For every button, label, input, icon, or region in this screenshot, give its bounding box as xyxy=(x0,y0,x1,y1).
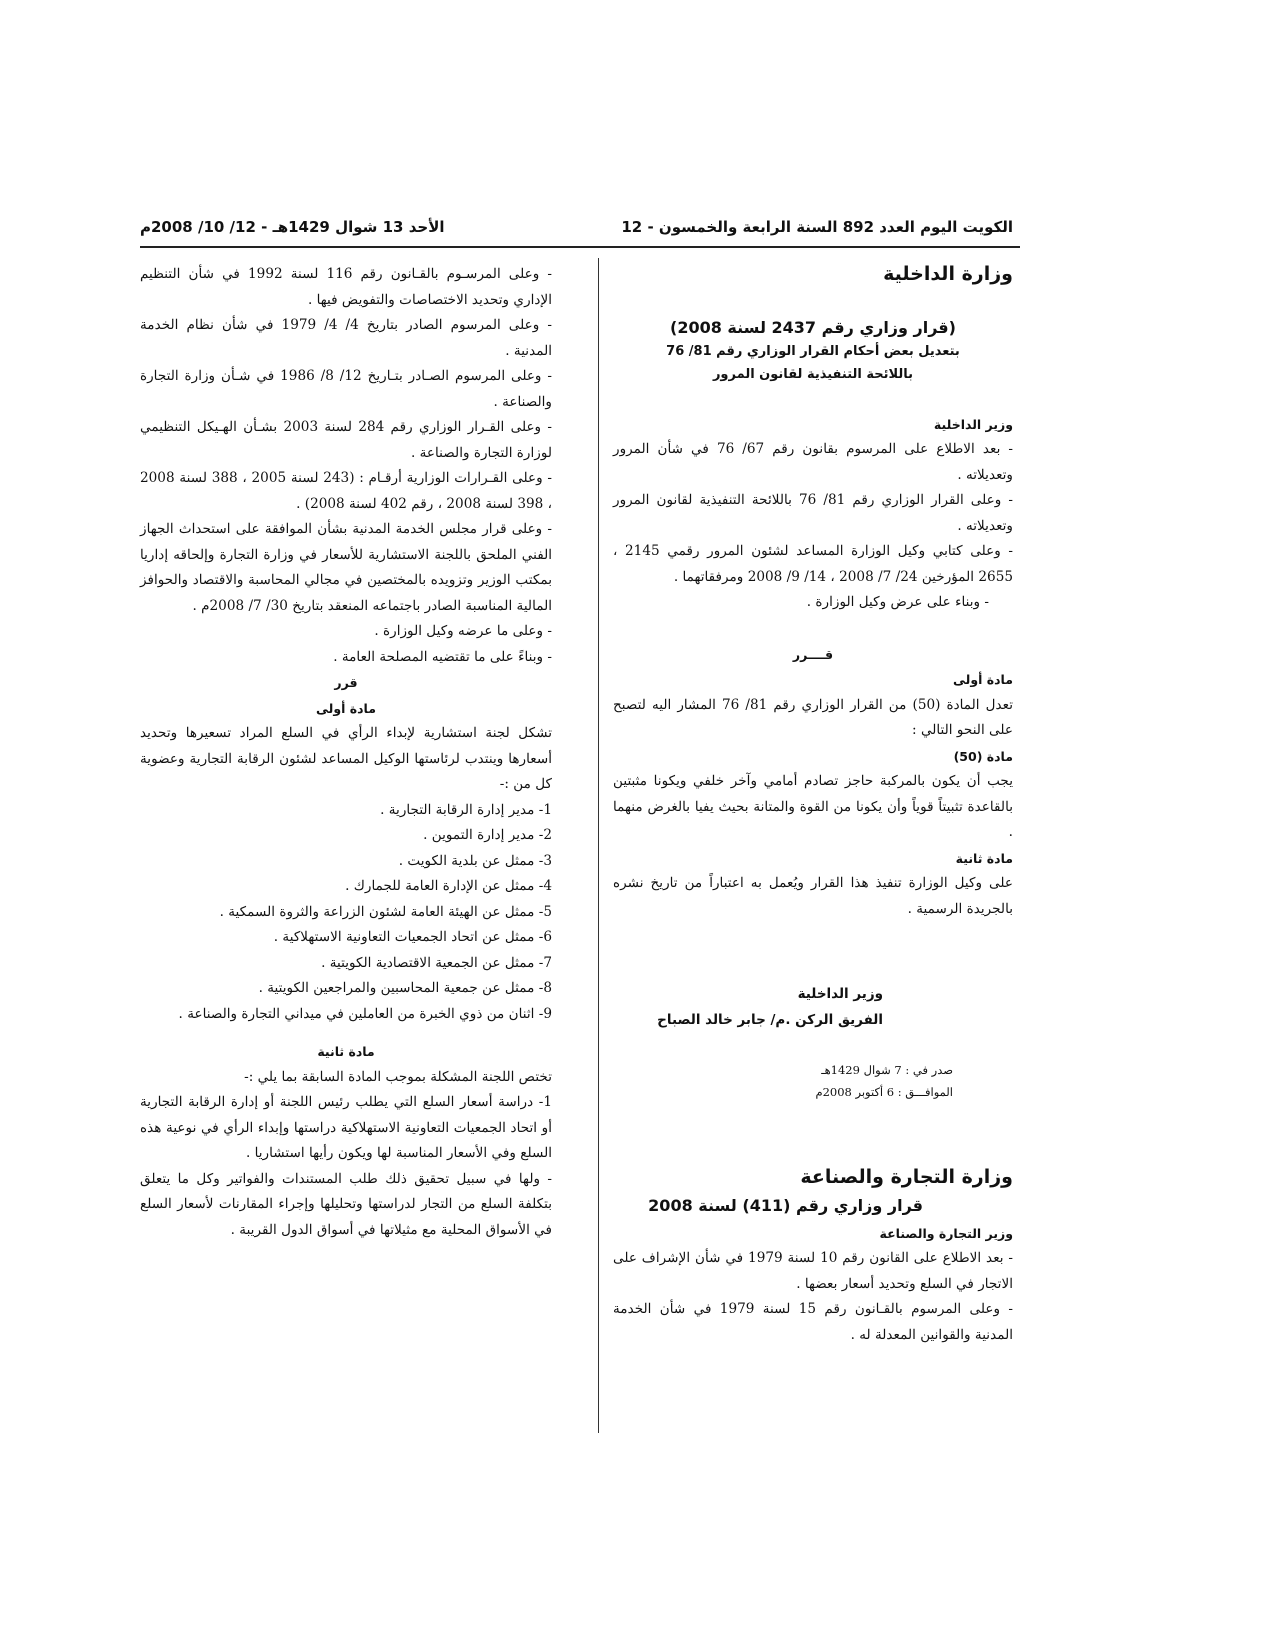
interior-article1-text: تعدل المادة (50) من القرار الوزاري رقم 81/ 76 المشار اليه لتصبح على النحو التالي : xyxy=(613,696,1014,738)
commerce-article2-intro: تختص اللجنة المشكلة بموجب المادة السابقة بما يلي :- xyxy=(244,1068,552,1085)
header-rule xyxy=(140,246,1020,248)
interior-signature-name: الفريق الركن .م/ جابر خالد الصباح xyxy=(657,1011,883,1028)
commerce-preamble-4: - وعلى المرسوم الصادر بتاريخ 4/ 4/ 1979 في شأن نظام الخدمة المدنية . xyxy=(140,317,552,359)
commerce-article1-heading: مادة أولى xyxy=(316,700,376,716)
header-issue-info: الكويت اليوم العدد 892 السنة الرابعة والخمسون - 12 xyxy=(621,218,1013,236)
committee-member-8: 8- ممثل عن جمعية المحاسبين والمراجعين الكويتية . xyxy=(258,980,552,996)
commerce-decree-title: قرار وزاري رقم (411) لسنة 2008 xyxy=(648,1195,923,1215)
interior-decides: قــــرر xyxy=(792,646,834,662)
commerce-preamble-6: - وعلى القـرار الوزاري رقم 284 لسنة 2003 بشـأن الهـيكل التنظيمي لوزارة التجارة والصناعة . xyxy=(140,419,552,461)
commerce-preamble-3: - وعلى المرسـوم بالقـانون رقم 116 لسنة 1992 في شأن التنظيم الإداري وتحديد الاختصاصات والتفويض فيها . xyxy=(140,266,552,308)
committee-member-2: 2- مدير إدارة التموين . xyxy=(423,827,552,843)
commerce-preamble-9: - وعلى ما عرضه وكيل الوزارة . xyxy=(374,623,552,639)
column-divider xyxy=(598,258,599,1433)
interior-corresponding-date: الموافـــق : 6 أكتوبر 2008م xyxy=(815,1085,953,1099)
interior-ministry-heading: وزارة الداخلية xyxy=(883,263,1013,285)
committee-member-9: 9- اثنان من ذوي الخبرة من العاملين في ميداني التجارة والصناعة . xyxy=(178,1005,552,1022)
interior-preamble-3: - وعلى كتابي وكيل الوزارة المساعد لشئون المرور رقمي 2145 ، 2655 المؤرخين 24/ 7/ 2008 ، 14/ 9/ 2008 ومرفقاتهما . xyxy=(613,543,1013,585)
interior-article50-heading: مادة (50) xyxy=(953,748,1013,764)
interior-preamble-2: - وعلى القرار الوزاري رقم 81/ 76 باللائحة التنفيذية لقانون المرور وتعديلاته . xyxy=(613,492,1013,534)
right-column xyxy=(613,262,1013,1348)
interior-issued-date: صدر في : 7 شوال 1429هـ xyxy=(821,1063,953,1077)
interior-article2-text: على وكيل الوزارة تنفيذ هذا القرار ويُعمل به اعتباراً من تاريخ نشره بالجريدة الرسمية . xyxy=(613,875,1013,917)
committee-member-3: 3- ممثل عن بلدية الكويت . xyxy=(398,852,552,869)
header-date: الأحد 13 شوال 1429هـ - 12/ 10/ 2008م xyxy=(140,218,445,236)
committee-member-1: 1- مدير إدارة الرقابة التجارية . xyxy=(380,801,552,818)
committee-member-4: 4- ممثل عن الإدارة العامة للجمارك . xyxy=(345,878,552,894)
commerce-preamble-5: - وعلى المرسوم الصـادر بتـاريخ 12/ 8/ 1986 في شـأن وزارة التجارة والصناعة . xyxy=(140,368,552,410)
interior-decree-title: (قرار وزاري رقم 2437 لسنة 2008) xyxy=(670,317,956,337)
interior-signature-title: وزير الداخلية xyxy=(797,986,883,1002)
commerce-ministry-heading: وزارة التجارة والصناعة xyxy=(800,1166,1013,1188)
committee-member-6: 6- ممثل عن اتحاد الجمعيات التعاونية الاستهلاكية . xyxy=(273,929,552,945)
commerce-decides: قرر xyxy=(334,675,358,690)
commerce-preamble-8: - وعلى قرار مجلس الخدمة المدنية بشأن الموافقة على استحداث الجهاز الفني الملحق باللجنة الاستشارية للأسعار في وزارة التجارة وإلحاقه إداريا بمكتب الوزير وتزويده بالمختصين في مجالي المحاسبة والاقتصاد والحوافز المالية المناسبة الصادر باجتماعه المنعقد بتاريخ 30/ 7/ 2008م . xyxy=(140,521,552,614)
left-column xyxy=(140,262,552,1243)
commerce-minister-label: وزير التجارة والصناعة xyxy=(879,1225,1013,1241)
committee-member-7: 7- ممثل عن الجمعية الاقتصادية الكويتية . xyxy=(321,954,552,971)
commerce-article1-text: تشكل لجنة استشارية لإبداء الرأي في السلع المراد تسعيرها وتحديد أسعارها وينتدب لرئاستها الوكيل المساعد لشئون الرقابة التجارية وعضوية كل من :- xyxy=(140,725,552,792)
commerce-article2-heading: مادة ثانية xyxy=(317,1044,375,1059)
commerce-preamble-1: - بعد الاطلاع على القانون رقم 10 لسنة 1979 في شأن الإشراف على الاتجار في السلع وتحديد أسعار بعضها . xyxy=(613,1250,1013,1292)
interior-preamble-4: - وبناء على عرض وكيل الوزارة . xyxy=(806,594,989,610)
interior-decree-subtitle-2: باللائحة التنفيذية لقانون المرور xyxy=(712,366,914,382)
commerce-preamble-7: - وعلى القـرارات الوزارية أرقـام : (243 لسنة 2005 ، 388 لسنة 2008 ، 398 لسنة 2008 ، رقم 402 لسنة 2008) . xyxy=(140,470,552,512)
interior-decree-subtitle-1: بتعديل بعض أحكام القرار الوزاري رقم 81/ 76 xyxy=(666,343,960,359)
interior-minister-label: وزير الداخلية xyxy=(933,416,1013,432)
committee-member-5: 5- ممثل عن الهيئة العامة لشئون الزراعة والثروة السمكية . xyxy=(219,903,552,920)
commerce-article2-item-2: - ولها في سبيل تحقيق ذلك طلب المستندات والفواتير وكل ما يتعلق بتكلفة السلع من التجار لدراستها وتحليلها وإجراء المقارنات لأسعار السلع في الأسواق المحلية مع مثيلاتها في أسواق الدول القريبة . xyxy=(140,1170,552,1238)
interior-preamble-1: - بعد الاطلاع على المرسوم بقانون رقم 67/ 76 في شأن المرور وتعديلاته . xyxy=(613,441,1014,483)
interior-article1-heading: مادة أولى xyxy=(953,672,1013,687)
commerce-preamble-2: - وعلى المرسوم بالقـانون رقم 15 لسنة 1979 في شأن الخدمة المدنية والقوانين المعدلة له . xyxy=(613,1301,1013,1343)
commerce-article2-item-1: 1- دراسة أسعار السلع التي يطلب رئيس اللجنة أو إدارة الرقابة التجارية أو اتحاد الجمعيات التعاونية الاستهلاكية دراستها وإبداء الرأي في نوعية هذه السلع وفي الأسعار المناسبة لها ويكون رأيها استشاريا . xyxy=(140,1094,552,1161)
interior-article50-text: يجب أن يكون بالمركبة حاجز تصادم أمامي وآخر خلفي ويكونا مثبتين بالقاعدة تثبيتاً قوياً وأن يكونا من القوة والمتانة بحيث يفيا بالغرض منهما . xyxy=(613,773,1013,840)
commerce-preamble-10: - وبناءً على ما تقتضيه المصلحة العامة . xyxy=(333,648,552,665)
interior-article2-heading: مادة ثانية xyxy=(955,850,1013,866)
